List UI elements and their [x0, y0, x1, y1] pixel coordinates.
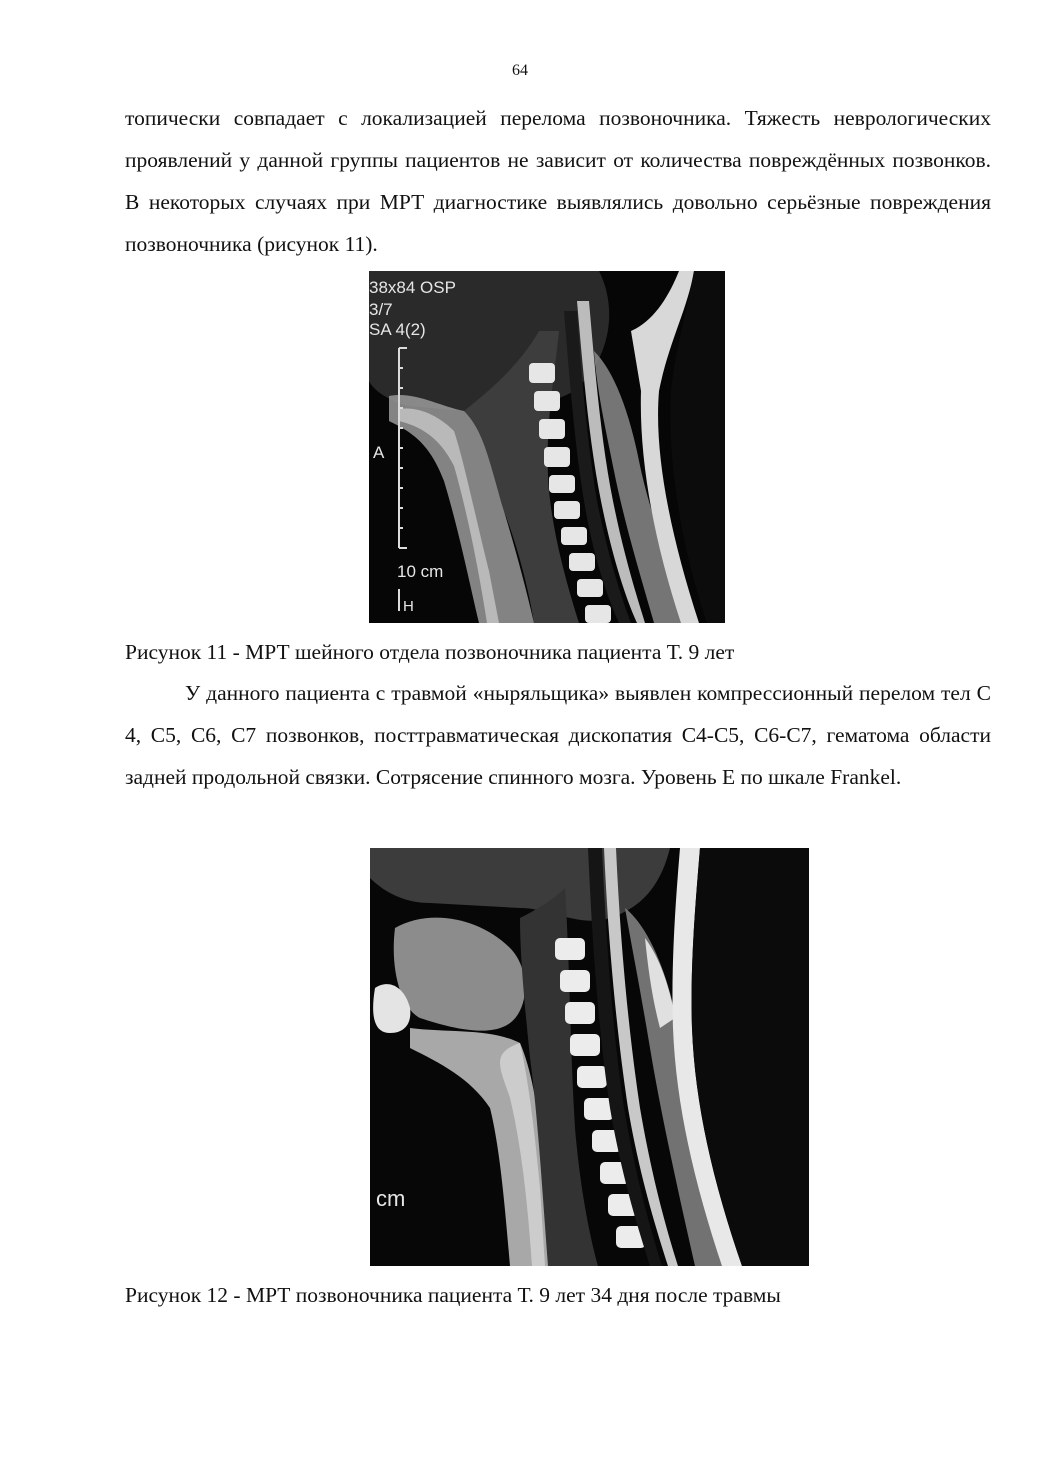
page-number: 64 [512, 62, 528, 79]
mri-image-figure-11 [369, 271, 725, 623]
mri-marker-h: H [403, 598, 414, 615]
mri-scale-label: cm [376, 1186, 406, 1211]
body-paragraph: топически совпадает с локализацией перелома позвоночника. Тяжесть неврологических проявлений у данной группы пациентов не зависит от количества повреждённых позвонков. В некоторых случаях при МРТ диагностике выявлялись довольно серьёзные повреждения позвоночника (рисунок 11). [125, 106, 991, 256]
figure-caption: Рисунок 11 - МРТ шейного отдела позвоночника пациента Т. 9 лет [125, 640, 735, 664]
mri-marker-a: A [373, 443, 385, 462]
mri-overlay-line: SA 4(2) [369, 320, 426, 339]
figure-caption: Рисунок 12 - МРТ позвоночника пациента Т. 9 лет 34 дня после травмы [125, 1283, 781, 1307]
mri-overlay-line: 38x84 OSP [369, 278, 456, 297]
mri-scale-label: 10 cm [397, 562, 444, 581]
mri-overlay-line: 3/7 [369, 300, 393, 319]
mri-image-figure-12 [370, 848, 809, 1266]
body-paragraph: У данного пациента с травмой «ныряльщика» выявлен компрессионный перелом тел С 4, С5, С6, С7 позвонков, посттравматическая дископатия С4-С5, С6-С7, гематома области задней продольной связки. Сотрясение спинного мозга. Уровень E по шкале Frankel. [125, 681, 991, 789]
